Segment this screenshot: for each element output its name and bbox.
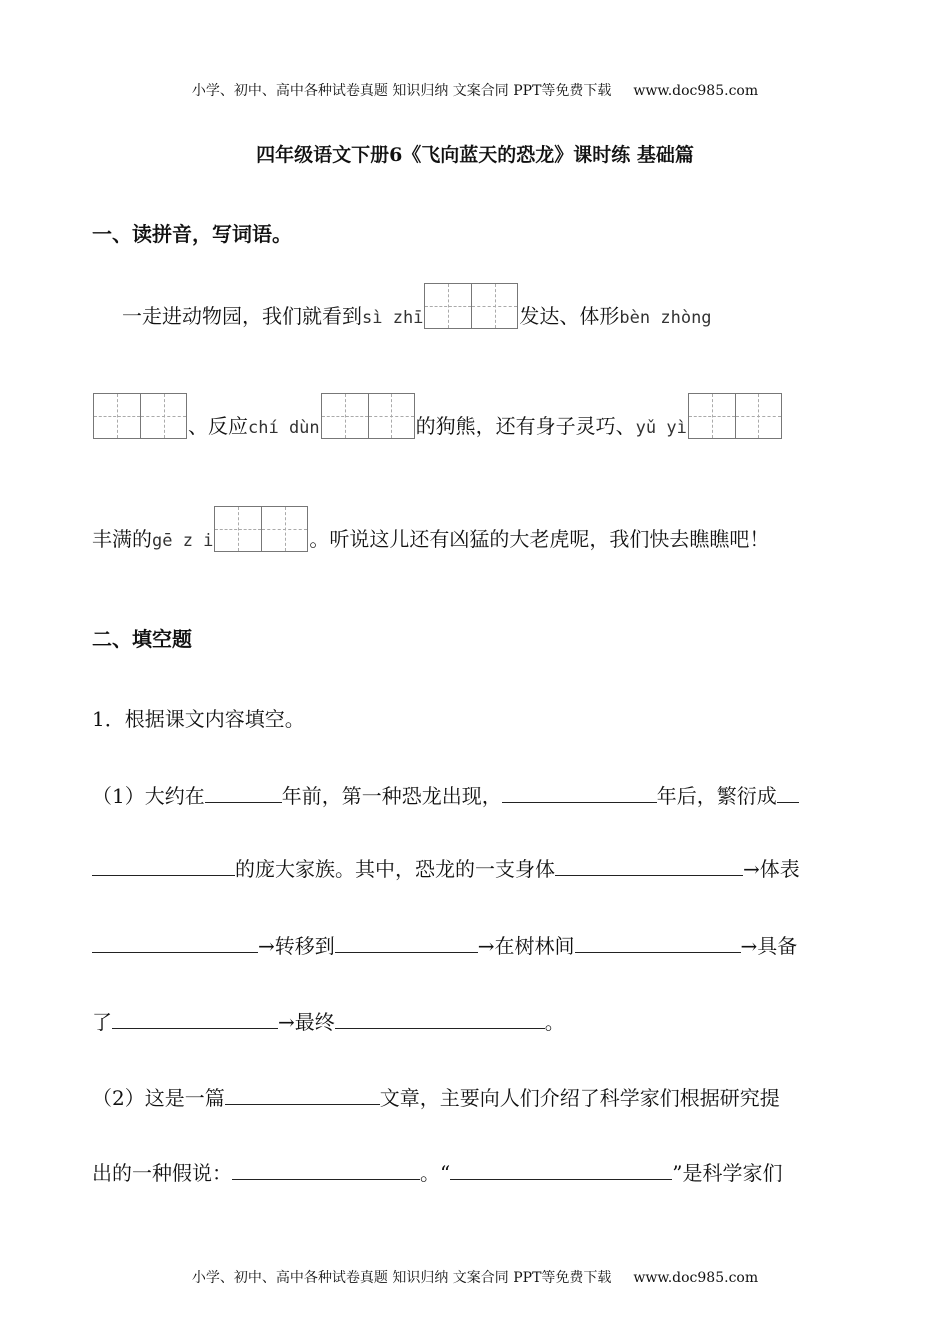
blank-10[interactable] bbox=[225, 1084, 380, 1105]
blank-5[interactable] bbox=[92, 932, 258, 953]
blank-7[interactable] bbox=[575, 932, 741, 953]
blank-12[interactable] bbox=[450, 1159, 672, 1180]
fill-line-4: 了 →最终 。 bbox=[92, 1010, 565, 1034]
blank-3a[interactable] bbox=[777, 782, 799, 803]
footer-url[interactable]: www.doc985.com bbox=[633, 1270, 759, 1286]
blank-8[interactable] bbox=[112, 1008, 278, 1029]
pinyin-sizhi: sì zhī bbox=[362, 308, 424, 328]
blank-11[interactable] bbox=[232, 1159, 420, 1180]
banner-text: 小学、初中、高中各种试卷真题 知识归纳 文案合同 PPT等免费下载 bbox=[191, 83, 612, 99]
footer-banner bbox=[0, 1267, 950, 1287]
blank-2[interactable] bbox=[502, 782, 657, 803]
tianzige-box-benzhong[interactable] bbox=[93, 393, 187, 439]
blank-3b[interactable] bbox=[92, 855, 235, 876]
blank-4[interactable] bbox=[555, 855, 743, 876]
pinyin-line-3: 丰满的gē z i 。听说这儿还有凶猛的大老虎呢，我们快去瞧瞧吧！ bbox=[92, 506, 769, 552]
tianzige-box-chidun[interactable] bbox=[321, 393, 415, 439]
footer-text: 小学、初中、高中各种试卷真题 知识归纳 文案合同 PPT等免费下载 bbox=[191, 1270, 612, 1286]
question-1: 1．根据课文内容填空。 bbox=[92, 707, 305, 731]
section2-heading: 二、填空题 bbox=[92, 627, 192, 651]
pinyin-gezi: gē z i bbox=[152, 531, 214, 551]
header-banner bbox=[0, 80, 950, 100]
pinyin-chidun: chí dùn bbox=[248, 418, 320, 438]
section1-heading: 一、读拼音，写词语。 bbox=[92, 222, 292, 246]
pinyin-line-1: 一走进动物园，我们就看到sì zhī 发达、体形bèn zhòng bbox=[122, 283, 712, 329]
fill-line-1: （1）大约在 年前，第一种恐龙出现， 年后，繁衍成 bbox=[92, 780, 799, 809]
page-title: 四年级语文下册6《飞向蓝天的恐龙》课时练 基础篇 bbox=[256, 144, 694, 166]
tianzige-box-sizhi[interactable] bbox=[424, 283, 518, 329]
banner-url[interactable]: www.doc985.com bbox=[633, 83, 759, 99]
blank-6[interactable] bbox=[335, 932, 478, 953]
fill-line-2: 的庞大家族。其中，恐龙的一支身体 →体表 bbox=[92, 853, 800, 882]
fill-line-5: （2）这是一篇 文章，主要向人们介绍了科学家们根据研究提 bbox=[92, 1086, 780, 1110]
blank-9[interactable] bbox=[335, 1008, 545, 1029]
tianzige-box-gezi[interactable] bbox=[214, 506, 308, 552]
pinyin-benzhong: bèn zhòng bbox=[619, 308, 712, 328]
blank-1[interactable] bbox=[205, 782, 282, 803]
tianzige-box-yuyi[interactable] bbox=[688, 393, 782, 439]
pinyin-line-2: 、反应chí dùn 的狗熊，还有身子灵巧、yǔ yì bbox=[92, 393, 783, 439]
fill-line-6: 出的一种假说： 。“ ”是科学家们 bbox=[92, 1161, 783, 1185]
fill-line-3: →转移到 →在树林间 →具备 bbox=[92, 930, 797, 959]
pinyin-yuyi: yǔ yì bbox=[635, 418, 687, 438]
